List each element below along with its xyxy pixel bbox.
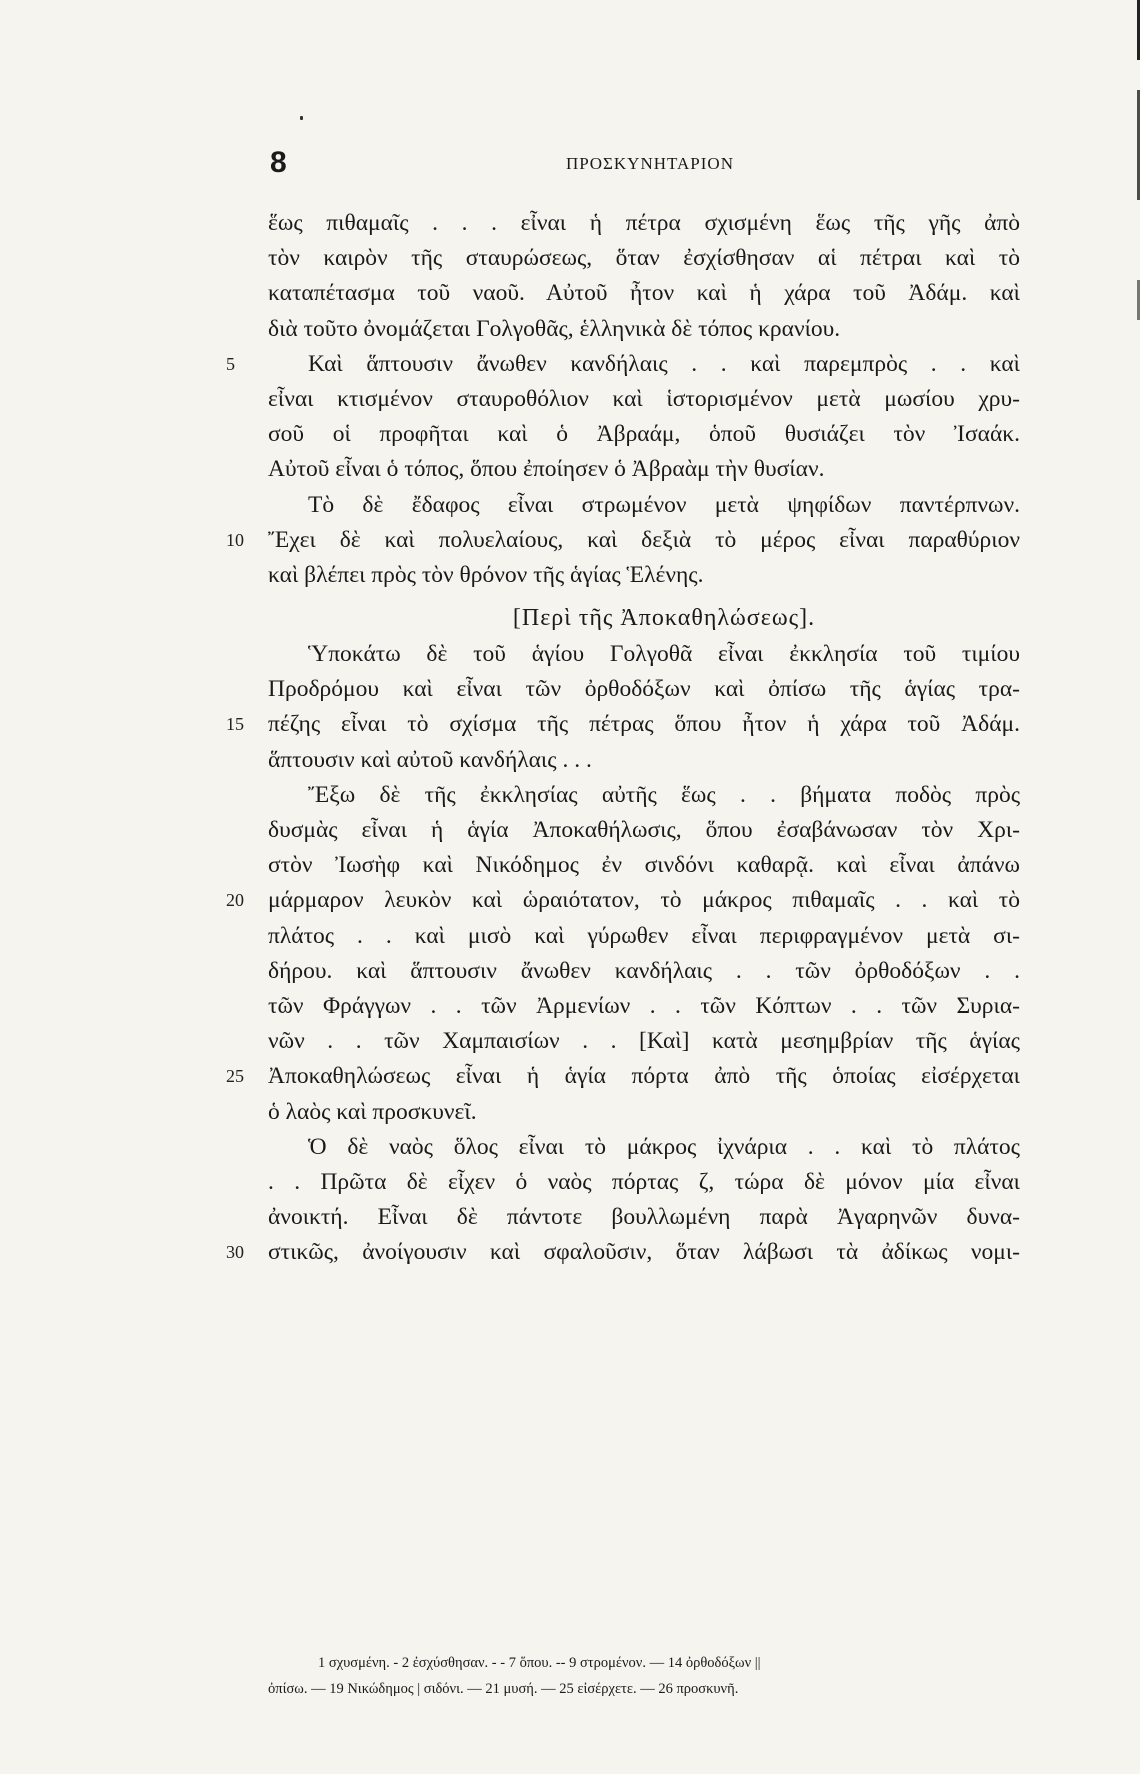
text-line [268,813,1020,848]
text-line [268,276,1020,311]
text-line [268,1024,1020,1059]
text-line [226,523,1020,558]
line-text: στὸν Ἰωσὴφ καὶ Νικόδημος ἐν σινδόνι καθαρᾷ. καὶ εἶναι ἀπάνω [268,852,1020,879]
text-line [268,488,1020,523]
line-text: τῶν Φράγγων . . τῶν Ἀρμενίων . . τῶν Κόπτων . . τῶν Συρια- [268,992,1020,1019]
text-line [268,452,1020,487]
line-text: μάρμαρον λευκὸν καὶ ὡραιότατον, τὸ μάκρος πιθαμαῖς . . καὶ τὸ [268,887,1020,914]
line-text: ὁ λαὸς καὶ προσκυνεῖ. [268,1098,477,1125]
footnotes [268,1650,1020,1702]
text-line [226,1235,1020,1270]
line-text: Καὶ ἅπτουσιν ἄνωθεν κανδήλαις . . καὶ παρεμπρὸς . . καὶ [308,350,1020,377]
line-text: ἕως πιθαμαῖς . . . εἶναι ἡ πέτρα σχισμένη ἕως τῆς γῆς ἀπὸ [268,210,1020,236]
text-line [268,637,1020,672]
line-text: σοῦ οἱ προφῆται καὶ ὁ Ἀβραάμ, ὁποῦ θυσιάζει τὸν Ἰσαάκ. [268,421,1020,448]
text-line [268,312,1020,347]
text-line [226,707,1020,742]
text-line [268,672,1020,707]
line-text: Ἔχει δὲ καὶ πολυελαίους, καὶ δεξιὰ τὸ μέρος εἶναι παραθύριον [268,526,1020,553]
line-text: πέζης εἶναι τὸ σχίσμα τῆς πέτρας ὅπου ἦτον ἡ χάρα τοῦ Ἀδάμ. [268,711,1020,738]
line-text: Ἔξω δὲ τῆς ἐκκλησίας αὐτῆς ἕως . . βήματα ποδὸς πρὸς [308,781,1020,808]
line-text: . . Πρῶτα δὲ εἶχεν ὁ ναὸς πόρτας ζ, τώρα δὲ μόνον μία εἶναι [268,1168,1020,1195]
text-line [268,1165,1020,1200]
line-number: 10 [226,529,244,550]
line-number: 15 [226,714,244,735]
line-text: Τὸ δὲ ἔδαφος εἶναι στρωμένον μετὰ ψηφίδων παντέρπνων. [308,491,1020,518]
text-line [268,743,1020,778]
text-line [226,883,1020,918]
page-number: 8 [270,146,287,179]
line-text: δήρου. καὶ ἅπτουσιν ἄνωθεν κανδήλαις . . τῶν ὀρθοδόξων . . [268,957,1020,984]
line-text: καταπέτασμα τοῦ ναοῦ. Αὐτοῦ ἦτον καὶ ἡ χάρα τοῦ Ἀδάμ. καὶ [268,280,1020,307]
text-line [268,954,1020,989]
text-line [268,778,1020,813]
text-line [226,347,1020,382]
line-text: νῶν . . τῶν Χαμπαισίων . . [Καὶ] κατὰ μεσημβρίαν τῆς ἁγίας [268,1028,1020,1055]
line-text: ἀνοικτή. Εἶναι δὲ πάντοτε βουλλωμένη παρὰ Ἀγαρηνῶν δυνα- [268,1204,1020,1231]
line-text: ἅπτουσιν καὶ αὐτοῦ κανδήλαις . . . [268,746,592,773]
text-line [268,382,1020,417]
line-text: Αὐτοῦ εἶναι ὁ τόπος, ὅπου ἐποίησεν ὁ Ἀβραὰμ τὴν θυσίαν. [268,456,825,483]
line-text: εἶναι κτισμένον σταυροθόλιον καὶ ἱστορισμένον μετὰ μωσίου χρυ- [268,385,1020,412]
footnote-line: 1 σχυσμένη. - 2 ἐσχύσθησαν. - - 7 ὅπου. -- 9 στρομένον. — 14 ὀρθοδόξων || [318,1655,761,1671]
line-text: διὰ τοῦτο ὀνομάζεται Γολγοθᾶς, ἑλληνικὰ δὲ τόπος κρανίου. [268,315,841,342]
text-block-2 [226,637,1020,1270]
line-text: Προδρόμου καὶ εἶναι τῶν ὀρθοδόξων καὶ ὀπίσω τῆς ἁγίας τρα- [268,676,1020,703]
line-number: 30 [226,1242,244,1263]
text-line [226,1059,1020,1094]
line-text: στικῶς, ἀνοίγουσιν καὶ σφαλοῦσιν, ὅταν λάβωσι τὰ ἀδίκως νομι- [268,1239,1020,1266]
text-line [268,1130,1020,1165]
line-number: 5 [226,353,235,374]
line-text: τὸν καιρὸν τῆς σταυρώσεως, ὅταν ἐσχίσθησαν αἱ πέτραι καὶ τὸ [268,245,1020,272]
line-number: 25 [226,1066,244,1087]
text-line [268,241,1020,276]
text-line [268,558,1020,593]
text-line [268,417,1020,452]
line-text: Ἀποκαθηλώσεως εἶναι ἡ ἁγία πόρτα ἀπὸ τῆς ὁποίας εἰσέρχεται [268,1063,1020,1090]
footnote-line: ὀπίσω. — 19 Νικώδημος | σιδόνι. — 21 μυσή. — 25 εἰσέρχετε. — 26 προσκυνῆ. [268,1681,739,1697]
line-text: Ὁ δὲ ναὸς ὅλος εἶναι τὸ μάκρος ἰχνάρια . . καὶ τὸ πλάτος [308,1133,1020,1160]
running-title: ΠΡΟΣΚΥΝΗΤΑΡΙΟΝ [566,154,734,173]
text-line [268,1095,1020,1130]
text-line [268,919,1020,954]
line-text: δυσμὰς εἶναι ἡ ἁγία Ἀποκαθήλωσις, ὅπου ἐσαβάνωσαν τὸν Χρι- [268,817,1020,843]
print-speck [300,116,303,120]
text-line [268,989,1020,1024]
page-header [270,146,1030,186]
line-text: καὶ βλέπει πρὸς τὸν θρόνον τῆς ἁγίας Ἑλένης. [268,561,704,588]
text-line [268,206,1020,241]
line-number: 20 [226,890,244,911]
main-text [226,206,1020,1270]
text-block-1 [226,206,1020,593]
section-heading: [Περὶ τῆς Ἀποκαθηλώσεως]. [512,605,816,632]
text-line [268,848,1020,883]
text-line [268,1200,1020,1235]
line-text: πλάτος . . καὶ μισὸ καὶ γύρωθεν εἶναι περιφραγμένον μετὰ σι- [268,922,1020,949]
line-text: Ὑποκάτω δὲ τοῦ ἁγίου Γολγοθᾶ εἶναι ἐκκλησία τοῦ τιμίου [308,641,1020,668]
